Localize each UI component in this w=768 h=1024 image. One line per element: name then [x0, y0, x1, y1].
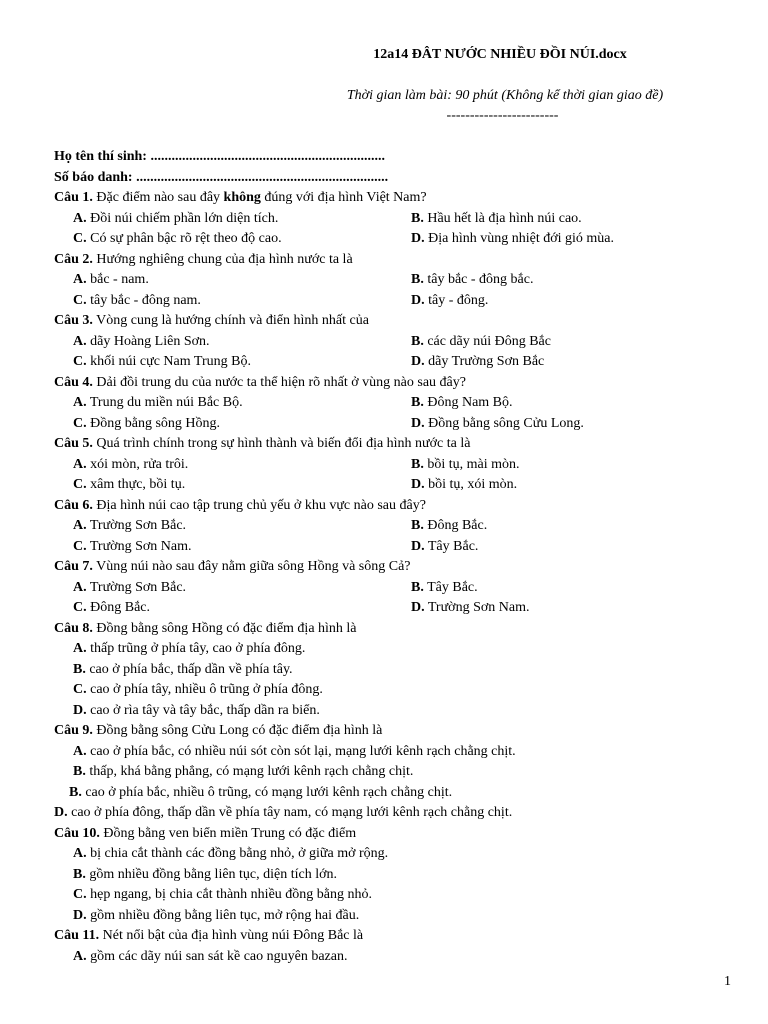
option-a	[73, 209, 278, 230]
option-text: cao ở phía đông, thấp dần về phía tây nam, có mạng lưới kênh rạch chằng chịt.	[71, 805, 513, 820]
option-letter: C.	[73, 354, 87, 369]
option-letter: A.	[73, 210, 87, 226]
question-label: Câu 4.	[54, 374, 93, 390]
option-letter: B.	[73, 661, 86, 677]
option-b	[411, 455, 520, 476]
option-letter: A.	[73, 579, 87, 595]
option-d	[54, 906, 744, 927]
option-text: Đông Bắc.	[90, 600, 151, 615]
option-text: tây bắc - đông nam.	[90, 292, 201, 308]
question-7	[54, 557, 744, 578]
student-name-field: Họ tên thí sinh: ...................................................................	[54, 149, 385, 164]
option-b	[411, 270, 533, 291]
option-c	[73, 475, 185, 496]
option-b	[411, 578, 478, 599]
option-text: xói mòn, rửa trôi.	[90, 456, 189, 472]
option-text: dãy Trường Sơn Bắc	[428, 354, 545, 369]
question-label: Câu 7.	[54, 559, 93, 574]
option-a	[54, 844, 744, 865]
option-letter: A.	[73, 743, 87, 759]
option-letter: C.	[73, 231, 87, 246]
question-text: Đồng bằng ven biển miền Trung có đặc điểm	[99, 825, 357, 841]
option-text: Địa hình vùng nhiệt đới gió mùa.	[428, 231, 615, 246]
option-letter: D.	[411, 231, 425, 246]
option-a	[73, 455, 188, 476]
options-row	[54, 475, 744, 496]
option-b	[54, 762, 744, 783]
option-text: dãy Hoàng Liên Sơn.	[90, 333, 210, 349]
option-text: bị chia cắt thành các đồng bằng nhỏ, ở giữa mở rộng.	[90, 846, 389, 861]
option-text: Đồng bằng sông Cửu Long.	[428, 415, 584, 431]
option-c	[73, 291, 201, 312]
option-letter: C.	[73, 538, 87, 554]
option-text: Đông Nam Bộ.	[427, 395, 513, 410]
option-b	[411, 209, 582, 230]
exam-content	[54, 147, 744, 967]
separator-line: ------------------------	[446, 108, 559, 123]
question-label: Câu 6.	[54, 497, 93, 513]
option-letter: D.	[411, 600, 425, 615]
option-d	[411, 352, 544, 373]
question-3	[54, 311, 744, 332]
option-text: gồm các dãy núi san sát kề cao nguyên bazan.	[90, 948, 348, 964]
option-a	[54, 947, 744, 968]
options-row	[54, 229, 744, 250]
question-text: Đồng bằng sông Hồng có đặc điểm địa hình là	[92, 620, 357, 636]
option-text: Trường Sơn Nam.	[427, 600, 530, 615]
options-row	[54, 598, 744, 619]
option-b	[411, 332, 551, 353]
option-text: Có sự phân bậc rõ rệt theo độ cao.	[90, 231, 282, 246]
option-text: Trường Sơn Bắc.	[89, 518, 187, 533]
option-text: cao ở phía bắc, thấp dần về phía tây.	[89, 661, 293, 677]
option-letter: D.	[73, 702, 87, 718]
question-8	[54, 619, 744, 640]
option-text: các dãy núi Đông Bắc	[427, 333, 551, 349]
option-letter: C.	[73, 477, 87, 492]
question-11	[54, 926, 744, 947]
option-letter: A.	[73, 333, 87, 349]
option-letter: B.	[411, 456, 424, 472]
option-letter: B.	[73, 866, 86, 882]
options-row	[54, 414, 744, 435]
option-b	[411, 516, 487, 537]
question-label: Câu 1.	[54, 190, 93, 205]
option-letter: D.	[73, 907, 87, 923]
option-letter: A.	[73, 641, 87, 656]
option-letter: D.	[411, 415, 425, 431]
option-text: Trường Sơn Bắc.	[89, 579, 187, 595]
option-letter: C.	[73, 600, 87, 615]
option-text: Tây Bắc.	[427, 579, 478, 595]
option-text: tây bắc - đông bắc.	[427, 272, 534, 287]
option-text: cao ở phía bắc, nhiều ô trũng, có mạng lưới kênh rạch chằng chịt.	[85, 784, 453, 800]
question-text: Hướng nghiêng chung của địa hình nước ta là	[92, 251, 353, 267]
option-d	[411, 475, 517, 496]
question-label: Câu 9.	[54, 723, 93, 738]
option-letter: B.	[411, 395, 424, 410]
option-text: cao ở rìa tây và tây bắc, thấp dần ra biển.	[90, 702, 320, 718]
option-c	[54, 783, 744, 804]
option-d	[54, 701, 744, 722]
question-label: Câu 2.	[54, 251, 93, 267]
options-row	[54, 578, 744, 599]
option-text: khối núi cực Nam Trung Bộ.	[90, 354, 251, 369]
page-number: 1	[724, 974, 731, 989]
exam-time: Thời gian làm bài: 90 phút (Không kể thời gian giao đề)	[346, 88, 664, 103]
question-6	[54, 496, 744, 517]
option-text: tây - đông.	[428, 292, 489, 308]
option-c	[73, 537, 192, 558]
option-b	[54, 865, 744, 886]
option-letter: A.	[73, 395, 87, 410]
question-2	[54, 250, 744, 271]
option-letter: B.	[411, 272, 424, 287]
options-row	[54, 270, 744, 291]
option-text: bồi tụ, xói mòn.	[428, 477, 518, 492]
options-row	[54, 516, 744, 537]
option-text: Đông Bắc.	[427, 518, 488, 533]
option-letter: B.	[411, 518, 424, 533]
option-text: thấp trũng ở phía tây, cao ở phía đông.	[90, 641, 306, 656]
option-text: cao ở phía tây, nhiều ô trũng ở phía đông.	[90, 682, 323, 697]
options-row	[54, 455, 744, 476]
option-d	[54, 803, 744, 824]
option-text: bồi tụ, mài mòn.	[427, 456, 520, 472]
option-letter: D.	[411, 292, 425, 308]
option-text: gồm nhiều đồng bằng liên tục, diện tích lớn.	[89, 866, 338, 882]
option-letter: A.	[73, 948, 87, 964]
question-label: Câu 11.	[54, 928, 100, 943]
option-text: Đồi núi chiếm phần lớn diện tích.	[90, 210, 279, 226]
options-row	[54, 352, 744, 373]
option-letter: C.	[73, 292, 87, 308]
document-title: 12a14 ĐÂT NƯỚC NHIỀU ĐỒI NÚI.docx	[373, 47, 627, 62]
options-row	[54, 332, 744, 353]
option-d	[411, 537, 478, 558]
question-text: Vùng núi nào sau đây nằm giữa sông Hồng và sông Cả?	[92, 559, 411, 574]
option-c	[54, 680, 744, 701]
option-text: xâm thực, bồi tụ.	[90, 477, 186, 492]
question-text: Vòng cung là hướng chính và điển hình nhất của	[92, 313, 369, 328]
student-id-field: Số báo danh: ........................................................................	[54, 169, 389, 185]
option-text: Trung du miền núi Bắc Bộ.	[89, 395, 243, 410]
option-a	[73, 393, 243, 414]
option-letter: A.	[73, 272, 87, 287]
option-a	[73, 270, 149, 291]
option-letter: D.	[411, 354, 425, 369]
option-c	[54, 885, 744, 906]
option-c	[73, 229, 282, 250]
option-letter: C.	[73, 887, 87, 902]
options-row	[54, 209, 744, 230]
option-a	[54, 742, 744, 763]
question-label: Câu 8.	[54, 620, 93, 636]
option-letter: A.	[73, 456, 87, 472]
option-letter: D.	[54, 805, 68, 820]
option-d	[411, 229, 614, 250]
option-text: Đồng bằng sông Hồng.	[90, 415, 221, 431]
question-label: Câu 10.	[54, 825, 100, 841]
question-text: Quá trình chính trong sự hình thành và biến đổi địa hình nước ta là	[92, 436, 471, 451]
option-letter: C.	[73, 415, 87, 431]
option-letter: B.	[411, 210, 424, 226]
options-row	[54, 291, 744, 312]
option-d	[411, 414, 584, 435]
option-letter: B.	[411, 579, 424, 595]
question-text: Đồng bằng sông Cửu Long có đặc điểm địa hình là	[92, 723, 383, 738]
question-4	[54, 373, 744, 394]
option-c	[73, 414, 220, 435]
option-text: Tây Bắc.	[427, 538, 479, 554]
question-label: Câu 5.	[54, 436, 93, 451]
option-text: bắc - nam.	[90, 272, 149, 287]
question-text: Địa hình núi cao tập trung chủ yếu ở khu vực nào sau đây?	[92, 497, 426, 513]
options-row	[54, 537, 744, 558]
question-emphasis: không	[223, 190, 261, 205]
option-a	[73, 516, 186, 537]
option-letter: D.	[411, 538, 425, 554]
question-5	[54, 434, 744, 455]
question-text: Đặc điểm nào sau đây	[92, 190, 224, 205]
option-d	[411, 598, 530, 619]
option-b	[54, 660, 744, 681]
question-text: Dải đồi trung du của nước ta thể hiện rõ nhất ở vùng nào sau đây?	[92, 374, 466, 390]
option-text: thấp, khá bằng phẳng, có mạng lưới kênh rạch chằng chịt.	[89, 764, 414, 779]
option-letter: B.	[73, 764, 86, 779]
option-text: gồm nhiều đồng bằng liên tục, mở rộng hai đầu.	[90, 907, 360, 923]
option-text: cao ở phía bắc, có nhiều núi sót còn sót lại, mạng lưới kênh rạch chằng chịt.	[90, 743, 516, 759]
option-letter: A.	[73, 846, 87, 861]
option-letter: C.	[73, 682, 87, 697]
option-letter: D.	[411, 477, 425, 492]
option-c	[73, 352, 251, 373]
option-letter: B.	[69, 784, 82, 800]
question-text: Nét nổi bật của địa hình vùng núi Đông Bắc là	[99, 928, 364, 943]
question-text: đúng với địa hình Việt Nam?	[260, 190, 427, 205]
option-letter: B.	[411, 333, 424, 349]
option-text: Trường Sơn Nam.	[89, 538, 192, 554]
option-a	[73, 332, 210, 353]
options-row	[54, 393, 744, 414]
option-letter: A.	[73, 518, 87, 533]
question-1	[54, 188, 744, 209]
option-a	[54, 639, 744, 660]
option-text: Hầu hết là địa hình núi cao.	[427, 210, 582, 226]
option-a	[73, 578, 186, 599]
question-10	[54, 824, 744, 845]
option-d	[411, 291, 488, 312]
option-b	[411, 393, 513, 414]
option-c	[73, 598, 150, 619]
question-9	[54, 721, 744, 742]
option-text: hẹp ngang, bị chia cắt thành nhiều đồng bằng nhỏ.	[90, 887, 372, 902]
question-label: Câu 3.	[54, 313, 93, 328]
